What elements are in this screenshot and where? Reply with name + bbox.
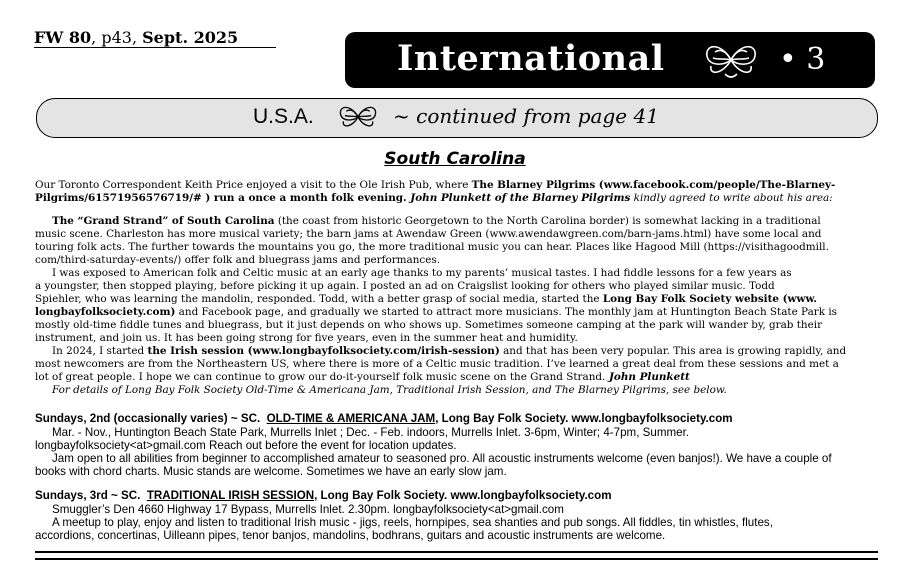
article-text: In 2024, I started bbox=[52, 345, 148, 357]
event-detail: accordions, concertinas, Uilleann pipes, tenor banjos, mandolins, bodhrans, guitars and acoustic instruments are welcome. bbox=[35, 529, 666, 542]
article-line bbox=[35, 306, 837, 319]
event-detail: A meetup to play, enjoy and listen to traditional Irish music - jigs, reels, hornpipes, sea shanties and pub songs. All fiddles, tin whistles, flutes, bbox=[52, 516, 773, 529]
intro-link: The Blarney Pilgrims (www.facebook.com/people/The-Blarney- bbox=[471, 179, 836, 191]
divider bbox=[35, 558, 878, 560]
article-text: (the coast from historic Georgetown to the North Carolina border) is somewhat lacking in a traditional bbox=[274, 215, 821, 227]
article-line bbox=[35, 293, 817, 306]
article-bold: Long Bay Folk Society website (www. bbox=[602, 293, 817, 305]
event-detail: longbayfolksociety<at>gmail.com Reach out before the event for location updates. bbox=[35, 439, 457, 452]
event-heading bbox=[35, 489, 612, 502]
article-line: music scene. Charleston has more musical variety; the barn jams at Awendaw Green (www.awendawgreen.com/barn-jams.html) have some local and bbox=[35, 228, 822, 240]
section-number: • 3 bbox=[779, 42, 826, 77]
intro-text: kindly agreed to write about his area: bbox=[630, 192, 833, 204]
article-bold: the Irish session (www.longbayfolksociety.com/irish-session) bbox=[147, 345, 500, 357]
article-note: For details of Long Bay Folk Society Old-Time & Americana Jam, Traditional Irish Session, and The Blarney Pilgrims, see below. bbox=[52, 384, 727, 396]
intro-link: Pilgrims/61571956576719/# ) run a once a month folk evening. bbox=[35, 192, 407, 204]
state-name: South Carolina bbox=[384, 149, 526, 169]
event-detail: books with chord charts. Music stands are welcome. Sometimes we have an early slow jam. bbox=[35, 465, 507, 478]
event-detail: Mar. - Nov., Huntington Beach State Park, Murrells Inlet ; Dec. - Feb. indoors, Murrells Inlet. 3-6pm, Winter; 4-7pm, Summer. bbox=[52, 426, 690, 439]
article-line: com/third-saturday-events/) offer folk and bluegrass jams and performances. bbox=[35, 254, 441, 266]
article-line bbox=[52, 345, 846, 358]
article-line: I was exposed to American folk and Celtic music at an early age thanks to my parents’ musical tastes. I had fiddle lessons for a few years as bbox=[52, 267, 792, 279]
article-bold: longbayfolksociety.com) bbox=[35, 306, 176, 318]
article-author: John Plunkett bbox=[605, 371, 690, 383]
article-line bbox=[52, 215, 821, 228]
issue-line bbox=[34, 28, 238, 47]
intro-author: John Plunkett of the Blarney Pilgrims bbox=[406, 192, 631, 204]
article-text: and Facebook page, and gradually we started to attract more musicians. The monthly jam at Huntington Beach State Park is bbox=[175, 306, 837, 318]
section-banner bbox=[345, 32, 875, 88]
event-detail: Jam open to all abilities from beginner to accomplished amateur to seasoned pro. All acoustic instruments welcome (even banjos!). We have a couple of bbox=[52, 452, 832, 465]
divider bbox=[35, 551, 878, 553]
intro-line bbox=[35, 179, 835, 192]
article-text: lot of great people. I hope we can continue to grow our do-it-yourself folk music scene on the Grand Strand. bbox=[35, 371, 606, 383]
article-text: and that has been very popular. This area is growing rapidly, and bbox=[499, 345, 847, 357]
celtic-knot-icon bbox=[701, 38, 761, 82]
event-date: Sundays, 3rd ~ SC. bbox=[35, 489, 141, 502]
region-name: U.S.A. bbox=[253, 105, 314, 128]
article-bold: The “Grand Strand” of South Carolina bbox=[52, 215, 275, 227]
event-heading bbox=[35, 412, 733, 425]
section-title: International bbox=[397, 38, 665, 79]
event-detail: Smuggler’s Den 4660 Highway 17 Bypass, Murrells Inlet. 2.30pm. longbayfolksociety<at>gmail.com bbox=[52, 503, 564, 516]
continued-note: ~ continued from page 41 bbox=[393, 104, 659, 128]
article-line bbox=[35, 371, 690, 384]
article-line: most newcomers are from the Northeastern US, where there is more of a Celtic music tradition. I’ve learned a great deal from these sessions and met a bbox=[35, 358, 839, 370]
region-header bbox=[36, 98, 878, 138]
issue-date: Sept. 2025 bbox=[142, 28, 239, 47]
article-line: mostly old-time fiddle tunes and bluegrass, but it just depends on who shows up. Sometimes someone camping at the park will wander by, grab their bbox=[35, 319, 823, 331]
article-line bbox=[52, 384, 727, 397]
article-line: a youngster, then stopped playing, before picking it up again. I posted an ad on Craigslist looking for others who played similar music. Todd bbox=[35, 280, 775, 292]
event-org: , Long Bay Folk Society. www.longbayfolksociety.com bbox=[314, 489, 612, 502]
issue-underline bbox=[34, 47, 276, 48]
issue-number: FW 80 bbox=[34, 28, 92, 47]
intro-text: Our Toronto Correspondent Keith Price enjoyed a visit to the Ole Irish Pub, where bbox=[35, 179, 472, 191]
event-title: OLD-TIME & AMERICANA JAM bbox=[266, 412, 436, 425]
article-line: instrument, and join us. It has been going strong for five years, even in the summer heat and humidity. bbox=[35, 332, 578, 344]
intro-line bbox=[35, 192, 833, 205]
event-org: , Long Bay Folk Society. www.longbayfolksociety.com bbox=[435, 412, 733, 425]
article-text: Spiehler, who was learning the mandolin, responded. Todd, with a better grasp of social media, started the bbox=[35, 293, 603, 305]
event-title: TRADITIONAL IRISH SESSION bbox=[146, 489, 315, 502]
celtic-knot-icon bbox=[335, 101, 381, 133]
event-date: Sundays, 2nd (occasionally varies) ~ SC. bbox=[35, 412, 261, 425]
issue-page: , p43, bbox=[91, 28, 143, 47]
article-line: touring folk acts. The further towards the mountains you go, the more traditional music you can hear. Places like Hagood Mill (https://visithagoodmill. bbox=[35, 241, 829, 253]
state-heading bbox=[0, 149, 910, 169]
